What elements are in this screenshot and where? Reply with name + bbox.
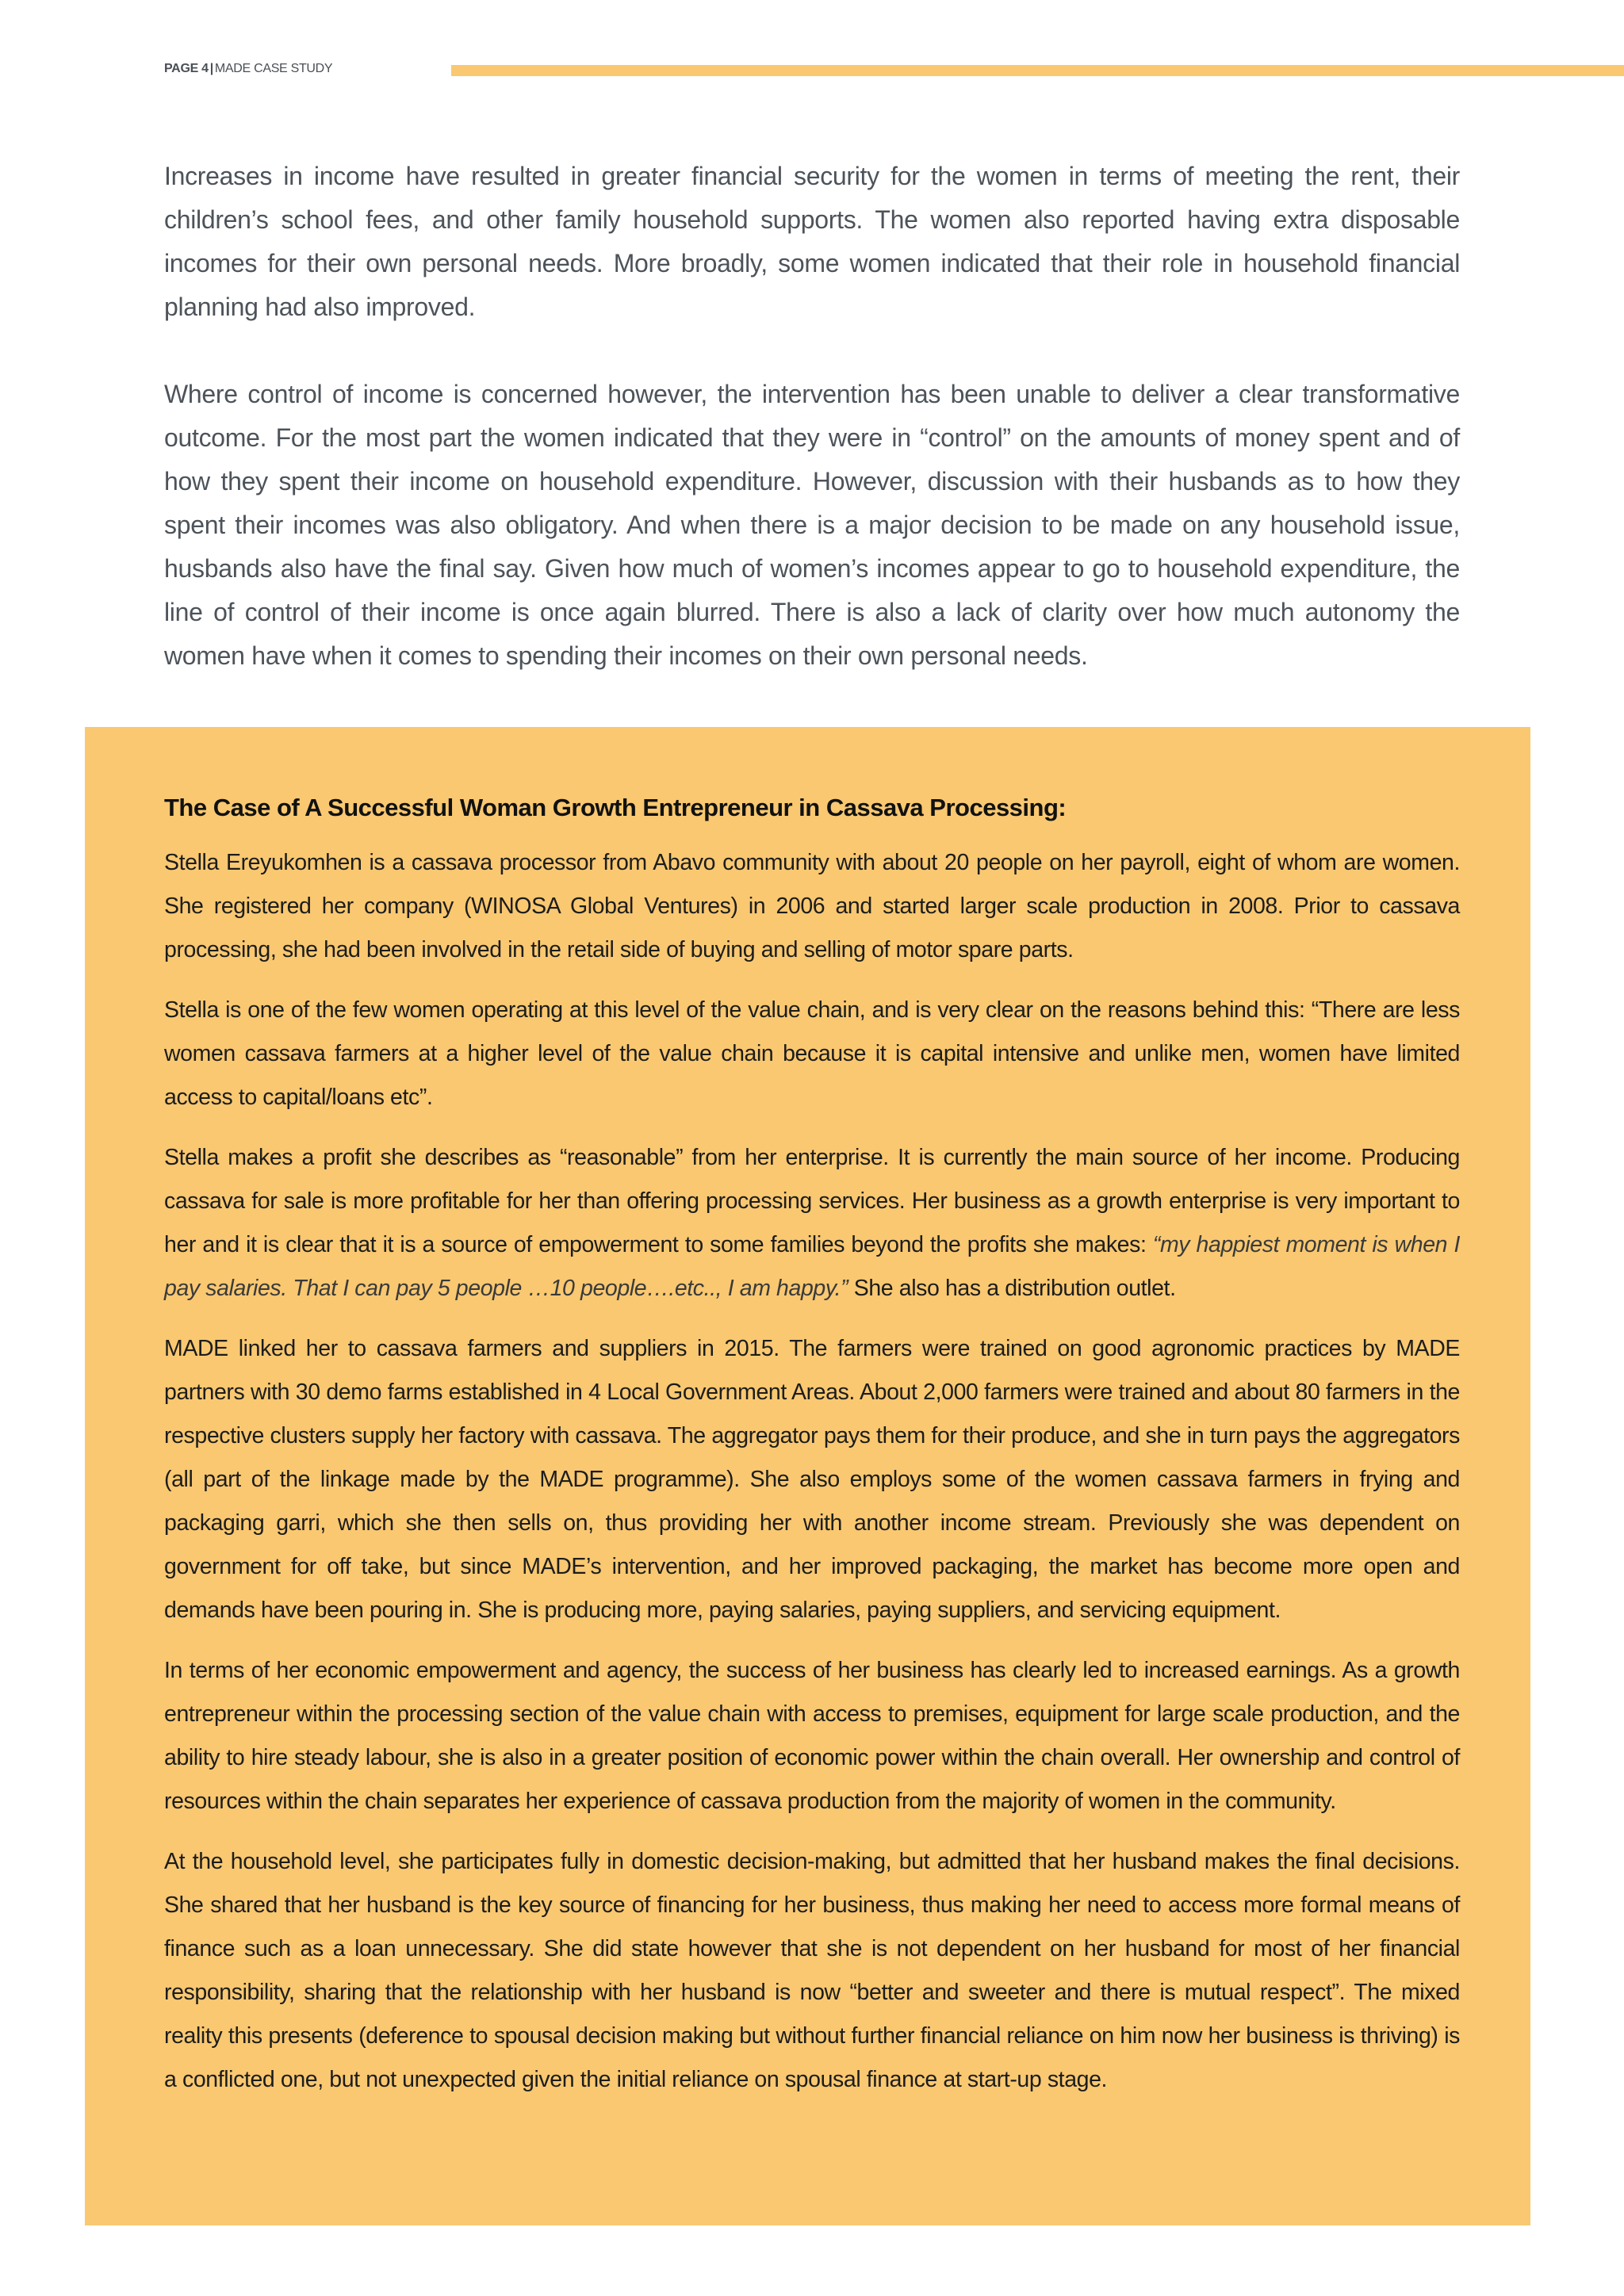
- case-paragraph-2: Stella is one of the few women operating at this level of the value chain, and is very clear on the reasons behind this: “There are less women cassava farmers at a higher level of the value chain because it is capital intensive and unlike men, women have limited access to capital/loans etc”.: [164, 997, 1460, 1110]
- case-paragraph-6: At the household level, she participates fully in domestic decision-making, but admitted that her husband makes the final decisions. She shared that her husband is the key source of financing for her business, thus making her need to access more formal means of finance such as a loan unnecessary. She did state however that she is not dependent on her husband for most of her financial responsibility, sharing that the relationship with her husband is now “better and sweeter and there is mutual respect”. The mixed reality this presents (deference to spousal decision making but without further financial reliance on him now her business is thriving) is a conflicted one, but not unexpected given the initial reliance on spousal finance at start-up stage.: [164, 1849, 1460, 2092]
- case-paragraph-3-tail: She also has a distribution outlet.: [848, 1276, 1176, 1301]
- case-paragraph-5: In terms of her economic empowerment and agency, the success of her business has clearly led to increased earnings. As a growth entrepreneur within the processing section of the value chain with access to premises, equipment for large scale production, and the ability to hire steady labour, she is also in a greater position of economic power within the chain overall. Her ownership and control of resources within the chain separates her experience of cassava production from the majority of women in the community.: [164, 1658, 1460, 1814]
- intro-paragraph-2: Where control of income is concerned however, the intervention has been unable to deliver a clear transformative outcome. For the most part the women indicated that they were in “control” on the amounts of money spent and of how they spent their income on household expenditure. However, discussion with their husbands as to how they spent their incomes was also obligatory. And when there is a major decision to be made on any household issue, husbands also have the final say. Given how much of women’s incomes appear to go to household expenditure, the line of control of their income is once again blurred. There is also a lack of clarity over how much autonomy the women have when it comes to spending their incomes on their own personal needs.: [164, 380, 1460, 670]
- case-study-content: [164, 787, 1460, 2118]
- case-quote: “my happiest moment is when I pay salaries. That I can pay 5 people …10 people….etc.., I am happy.”: [164, 1232, 1460, 1301]
- page-number: PAGE 4: [164, 62, 209, 75]
- header-accent-bar: [451, 65, 1624, 76]
- case-paragraph-1: Stella Ereyukomhen is a cassava processor from Abavo community with about 20 people on her payroll, eight of whom are women. She registered her company (WINOSA Global Ventures) in 2006 and started larger scale production in 2008. Prior to cassava processing, she had been involved in the retail side of buying and selling of motor spare parts.: [164, 850, 1460, 962]
- case-paragraph-3-text: Stella makes a profit she describes as “reasonable” from her enterprise. It is currently the main source of her income. Producing cassava for sale is more profitable for her than offering processing services. Her business as a growth enterprise is very important to her and it is clear that it is a source of empowerment to some families beyond the profits she makes:: [164, 1145, 1460, 1257]
- intro-section: [164, 155, 1460, 721]
- case-paragraph-4: MADE linked her to cassava farmers and suppliers in 2015. The farmers were trained on good agronomic practices by MADE partners with 30 demo farms established in 4 Local Government Areas. About 2,000 farmers were trained and about 80 farmers in the respective clusters supply her factory with cassava. The aggregator pays them for their produce, and she in turn pays the aggregators (all part of the linkage made by the MADE programme). She also employs some of the women cassava farmers in frying and packaging garri, which she then sells on, thus providing her with another income stream. Previously she was dependent on government for off take, but since MADE’s intervention, and her improved packaging, the market has become more open and demands have been pouring in. She is producing more, paying salaries, paying suppliers, and servicing equipment.: [164, 1336, 1460, 1623]
- case-paragraph-3: [164, 1136, 1460, 1311]
- case-study-box: [85, 727, 1530, 2225]
- page-header: [164, 62, 332, 76]
- document-title: MADE CASE STUDY: [214, 62, 333, 75]
- intro-paragraph-1: Increases in income have resulted in greater financial security for the women in terms of meeting the rent, their children’s school fees, and other family household supports. The women also reported having extra disposable incomes for their own personal needs. More broadly, some women indicated that their role in household financial planning had also improved.: [164, 162, 1460, 321]
- header-separator: |: [209, 62, 213, 75]
- case-study-title: The Case of A Successful Woman Growth Entrepreneur in Cassava Processing:: [164, 794, 1067, 821]
